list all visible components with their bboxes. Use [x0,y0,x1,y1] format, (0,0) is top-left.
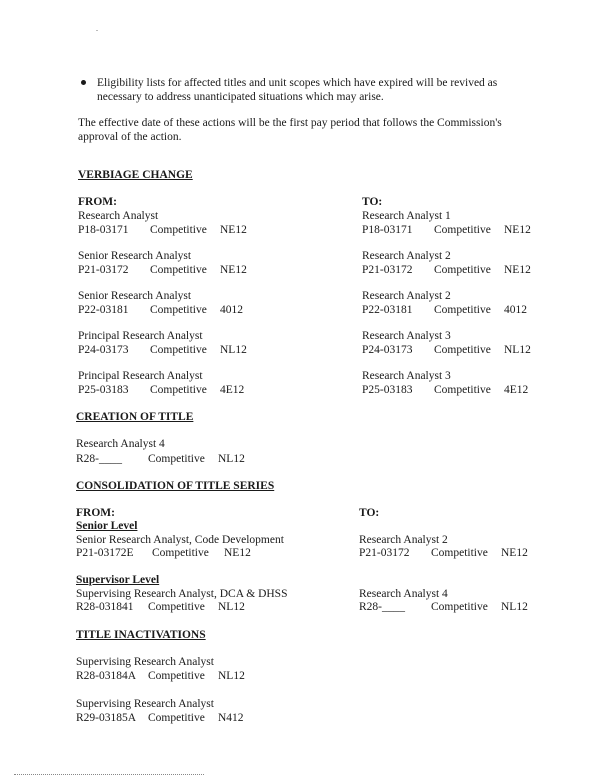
senior-to-unit: NE12 [501,547,528,559]
inactivation-code: R28-03184A [76,670,137,682]
to-code-row [362,383,528,397]
from-unit: 4012 [220,304,243,316]
from-unit: 4E12 [220,384,245,396]
consolidation-to-label: TO: [359,507,380,519]
creation-of-title-heading: CREATION OF TITLE [76,411,194,423]
to-code-row [362,223,531,237]
scan-mark [96,30,98,31]
to-label: TO: [362,196,383,208]
supervisor-to-status: Competitive [431,601,488,613]
supervisor-from-title: Supervising Research Analyst, DCA & DHSS [76,588,288,600]
inactivation-status: Competitive [148,712,205,724]
to-unit: 4E12 [504,384,529,396]
consolidation-heading: CONSOLIDATION OF TITLE SERIES [76,480,275,492]
from-title: Senior Research Analyst [78,250,192,262]
to-code: P25-03183 [362,384,413,396]
scan-edge [14,774,204,775]
to-title: Research Analyst 2 [362,250,451,262]
bullet-text-line1: Eligibility lists for affected titles and unit scopes which have expired will be revived as [97,77,498,89]
creation-row [76,452,245,466]
effective-date-line2: approval of the action. [78,131,182,143]
from-title: Senior Research Analyst [78,290,192,302]
from-code: P21-03172 [78,264,129,276]
to-code-row [362,303,527,317]
to-title: Research Analyst 1 [362,210,451,222]
from-unit: NE12 [220,264,247,276]
to-unit: 4012 [504,304,527,316]
supervisor-to-row [359,600,528,614]
from-unit: NL12 [220,344,247,356]
supervisor-from-row [76,600,245,614]
from-status: Competitive [150,344,207,356]
from-code: P18-03171 [78,224,129,236]
effective-date-line1: The effective date of these actions will be the first pay period that follows the Commission's [78,117,502,129]
from-unit: NE12 [220,224,247,236]
senior-level-label: Senior Level [76,520,138,532]
from-code-row [78,383,244,397]
senior-to-title: Research Analyst 2 [359,534,448,546]
creation-code: R28-____ [76,453,122,465]
supervisor-from-unit: NL12 [218,601,245,613]
to-code: P21-03172 [362,264,413,276]
senior-from-title: Senior Research Analyst, Code Development [76,534,284,546]
supervisor-to-unit: NL12 [501,601,528,613]
senior-from-row [76,546,251,560]
to-code: P22-03181 [362,304,413,316]
from-code-row [78,223,247,237]
from-title: Principal Research Analyst [78,330,203,342]
creation-title: Research Analyst 4 [76,438,165,450]
supervisor-from-status: Competitive [148,601,205,613]
inactivation-code: R29-03185A [76,712,137,724]
senior-from-status: Competitive [152,547,209,559]
creation-unit: NL12 [218,453,245,465]
inactivation-code-row [76,669,245,683]
to-status: Competitive [434,384,491,396]
consolidation-from-label: FROM: [76,507,115,519]
to-code-row [362,263,531,277]
inactivation-title: Supervising Research Analyst [76,656,214,668]
from-status: Competitive [150,304,207,316]
inactivation-title: Supervising Research Analyst [76,698,214,710]
to-code-row [362,343,531,357]
bullet-text-line2: necessary to address unanticipated situations which may arise. [97,91,384,103]
to-code: P24-03173 [362,344,413,356]
senior-to-status: Competitive [431,547,488,559]
inactivation-code-row [76,711,244,725]
senior-from-code: P21-03172E [76,547,134,559]
to-unit: NE12 [504,224,531,236]
from-status: Competitive [150,384,207,396]
to-status: Competitive [434,224,491,236]
to-unit: NL12 [504,344,531,356]
from-label: FROM: [78,196,117,208]
senior-to-code: P21-03172 [359,547,410,559]
inactivation-unit: N412 [218,712,244,724]
supervisor-from-code: R28-031841 [76,601,134,613]
to-code: P18-03171 [362,224,413,236]
inactivation-status: Competitive [148,670,205,682]
from-code-row [78,343,247,357]
from-status: Competitive [150,224,207,236]
to-title: Research Analyst 3 [362,370,451,382]
creation-status: Competitive [148,453,205,465]
from-code: P25-03183 [78,384,129,396]
senior-to-row [359,546,528,560]
supervisor-level-label: Supervisor Level [76,574,160,586]
to-status: Competitive [434,304,491,316]
senior-from-unit: NE12 [224,547,251,559]
bullet-icon [81,80,86,85]
title-inactivations-heading: TITLE INACTIVATIONS [76,629,206,641]
from-title: Principal Research Analyst [78,370,203,382]
inactivation-unit: NL12 [218,670,245,682]
from-code-row [78,263,247,277]
to-status: Competitive [434,264,491,276]
to-unit: NE12 [504,264,531,276]
from-code: P24-03173 [78,344,129,356]
from-code: P22-03181 [78,304,129,316]
from-title: Research Analyst [78,210,159,222]
from-code-row [78,303,243,317]
to-status: Competitive [434,344,491,356]
supervisor-to-title: Research Analyst 4 [359,588,448,600]
verbiage-change-heading: VERBIAGE CHANGE [78,169,193,181]
to-title: Research Analyst 3 [362,330,451,342]
supervisor-to-code: R28-____ [359,601,405,613]
from-status: Competitive [150,264,207,276]
to-title: Research Analyst 2 [362,290,451,302]
